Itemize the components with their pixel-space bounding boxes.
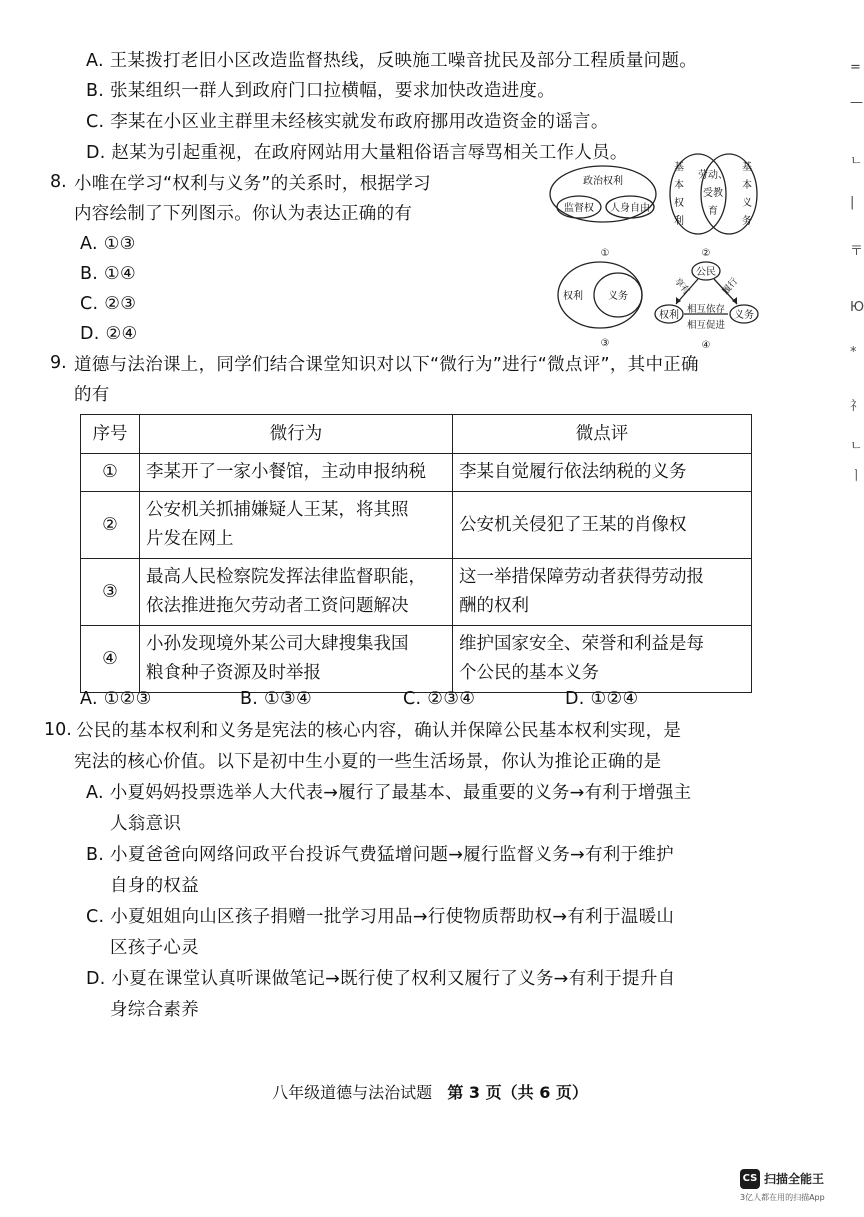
act-line: 粮食种子资源及时举报 <box>146 663 321 683</box>
comment-line: 个公民的基本义务 <box>459 663 599 683</box>
q9-option-c: C. ②③④ <box>403 689 476 709</box>
q9-stem-line1: 道德与法治课上，同学们结合课堂知识对以下“微行为”进行“微点评”，其中正确 <box>74 355 699 375</box>
fig2-right-char-2: 本 <box>742 180 752 191</box>
scanner-watermark <box>740 1165 860 1210</box>
act-line: 片发在网上 <box>146 529 234 549</box>
q10-stem-line1: 公民的基本权利和义务是宪法的核心内容，确认并保障公民基本权利实现，是 <box>76 721 682 741</box>
q9-table <box>80 414 752 693</box>
comment-line: 公安机关侵犯了王某的肖像权 <box>459 514 687 535</box>
row-no: ① <box>81 454 140 492</box>
row-no: ③ <box>81 559 140 626</box>
fig2-middle-line2: 受教 <box>703 188 723 199</box>
row-comment <box>453 559 752 626</box>
q8-stem-line2: 内容绘制了下列图示。你认为表达正确的有 <box>74 204 413 224</box>
fig1-number: ① <box>600 248 610 259</box>
fig2-left-char-3: 权 <box>674 198 684 209</box>
fig2-right-char-4: 务 <box>742 216 752 227</box>
q10-option-b-line1: B. 小夏爸爸向网络问政平台投诉气费猛增问题→履行监督义务→有利于维护 <box>86 845 674 865</box>
q9-option-a: A. ①②③ <box>80 689 152 709</box>
row-comment <box>453 626 752 693</box>
act-line: 最高人民检察院发挥法律监督职能， <box>146 567 426 587</box>
q8-option-a: A. ①③ <box>80 234 136 254</box>
watermark-name: 扫描全能王 <box>764 1172 825 1186</box>
table-row <box>81 454 752 492</box>
comment-line: 这一举措保障劳动者获得劳动报 <box>459 567 704 587</box>
fig3-number: ③ <box>600 338 610 349</box>
adjacent-page-edge: = — ㄴ | 〒 Ю * 礻 ㄴ ㅣ <box>850 60 864 484</box>
q10-number: 10. <box>44 720 72 740</box>
q8-option-d: D. ②④ <box>80 324 138 344</box>
table-header-row <box>81 415 752 454</box>
q7-option-b: B. 张某组织一群人到政府门口拉横幅，要求加快改造进度。 <box>86 81 556 101</box>
row-comment <box>453 454 752 492</box>
comment-line: 李某自觉履行依法纳税的义务 <box>459 462 687 482</box>
watermark-tagline: 3亿人都在用的扫描App <box>740 1193 825 1202</box>
comment-line: 维护国家安全、荣誉和利益是每 <box>459 634 704 654</box>
fig4-right-arrow-label: 履行 <box>720 276 741 297</box>
q8-option-c: C. ②③ <box>80 294 137 314</box>
q10-option-d-line1: D. 小夏在课堂认真听课做笔记→既行使了权利又履行了义务→有利于提升自 <box>86 969 676 989</box>
fig4-left-arrow-label: 享有 <box>671 276 692 297</box>
q10-option-c-line2: 区孩子心灵 <box>110 938 199 958</box>
fig2-left-char-1: 基 <box>674 162 684 173</box>
table-row <box>81 559 752 626</box>
page-footer <box>0 1080 860 1103</box>
q10-option-a-line1: A. 小夏妈妈投票选举人大代表→履行了最基本、最重要的义务→有利于增强主 <box>86 783 692 803</box>
fig4-top-label: 公民 <box>696 267 716 278</box>
cs-logo-icon: CS <box>740 1169 760 1189</box>
q10-stem-line2: 宪法的核心价值。以下是初中生小夏的一些生活场景，你认为推论正确的是 <box>74 752 662 772</box>
row-act <box>140 559 453 626</box>
act-line: 公安机关抓捕嫌疑人王某，将其照 <box>146 500 409 520</box>
header-no: 序号 <box>81 415 140 454</box>
fig2-right-char-1: 基 <box>742 162 752 173</box>
fig3-inner-label: 义务 <box>608 291 628 302</box>
fig2-right-char-3: 义 <box>742 198 752 209</box>
act-line: 李某开了一家小餐馆，主动申报纳税 <box>146 462 426 482</box>
header-comment: 微点评 <box>453 415 752 454</box>
fig4-center-line1: 相互依存 <box>686 304 726 315</box>
q7-option-c: C. 李某在小区业主群里未经核实就发布政府挪用改造资金的谣言。 <box>86 112 609 132</box>
fig1-inner-right-label: 人身自由 <box>610 203 650 214</box>
fig4-bottom-right-label: 义务 <box>734 310 754 321</box>
row-comment <box>453 492 752 559</box>
q8-figure <box>548 150 778 355</box>
fig4-bottom-left-label: 权利 <box>659 310 679 321</box>
q7-option-a: A. 王某拨打老旧小区改造监督热线，反映施工噪音扰民及部分工程质量问题。 <box>86 51 698 71</box>
fig1-inner-left-label: 监督权 <box>564 203 594 214</box>
q9-stem-line2: 的有 <box>74 385 110 405</box>
q9-number: 9. <box>50 353 67 373</box>
q9-option-d: D. ①②④ <box>565 689 639 709</box>
act-line: 小孙发现境外某公司大肆搜集我国 <box>146 634 409 654</box>
row-no: ④ <box>81 626 140 693</box>
q8-stem-line1: 小唯在学习“权利与义务”的关系时，根据学习 <box>74 174 431 194</box>
fig2-left-char-2: 本 <box>674 180 684 191</box>
fig2-middle-line1: 劳动、 <box>698 170 728 181</box>
q8-option-b: B. ①④ <box>80 264 137 284</box>
row-act <box>140 454 453 492</box>
row-no: ② <box>81 492 140 559</box>
header-act: 微行为 <box>140 415 453 454</box>
q9-option-b: B. ①③④ <box>240 689 312 709</box>
fig4-number: ④ <box>701 340 711 351</box>
q10-option-b-line2: 自身的权益 <box>110 876 199 896</box>
q7-option-d: D. 赵某为引起重视，在政府网站用大量粗俗语言辱骂相关工作人员。 <box>86 143 628 163</box>
q10-option-d-line2: 身综合素养 <box>110 1000 199 1020</box>
q10-option-a-line2: 人翁意识 <box>110 814 182 834</box>
fig1-outer-label: 政治权利 <box>583 176 623 187</box>
act-line: 依法推进拖欠劳动者工资问题解决 <box>146 596 409 616</box>
fig2-number: ② <box>701 248 711 259</box>
footer-title: 八年级道德与法治试题 <box>272 1083 433 1102</box>
q8-number: 8. <box>50 172 67 192</box>
fig2-middle-line3: 育 <box>708 206 718 217</box>
footer-page: 第 3 页（共 6 页） <box>447 1083 588 1102</box>
row-act <box>140 492 453 559</box>
table-row <box>81 626 752 693</box>
q10-option-c-line1: C. 小夏姐姐向山区孩子捐赠一批学习用品→行使物质帮助权→有利于温暖山 <box>86 907 675 927</box>
fig3-outer-label: 权利 <box>563 291 583 302</box>
fig2-left-char-4: 利 <box>674 216 684 227</box>
comment-line: 酬的权利 <box>459 596 529 616</box>
table-row <box>81 492 752 559</box>
row-act <box>140 626 453 693</box>
fig4-center-line2: 相互促进 <box>686 320 726 331</box>
